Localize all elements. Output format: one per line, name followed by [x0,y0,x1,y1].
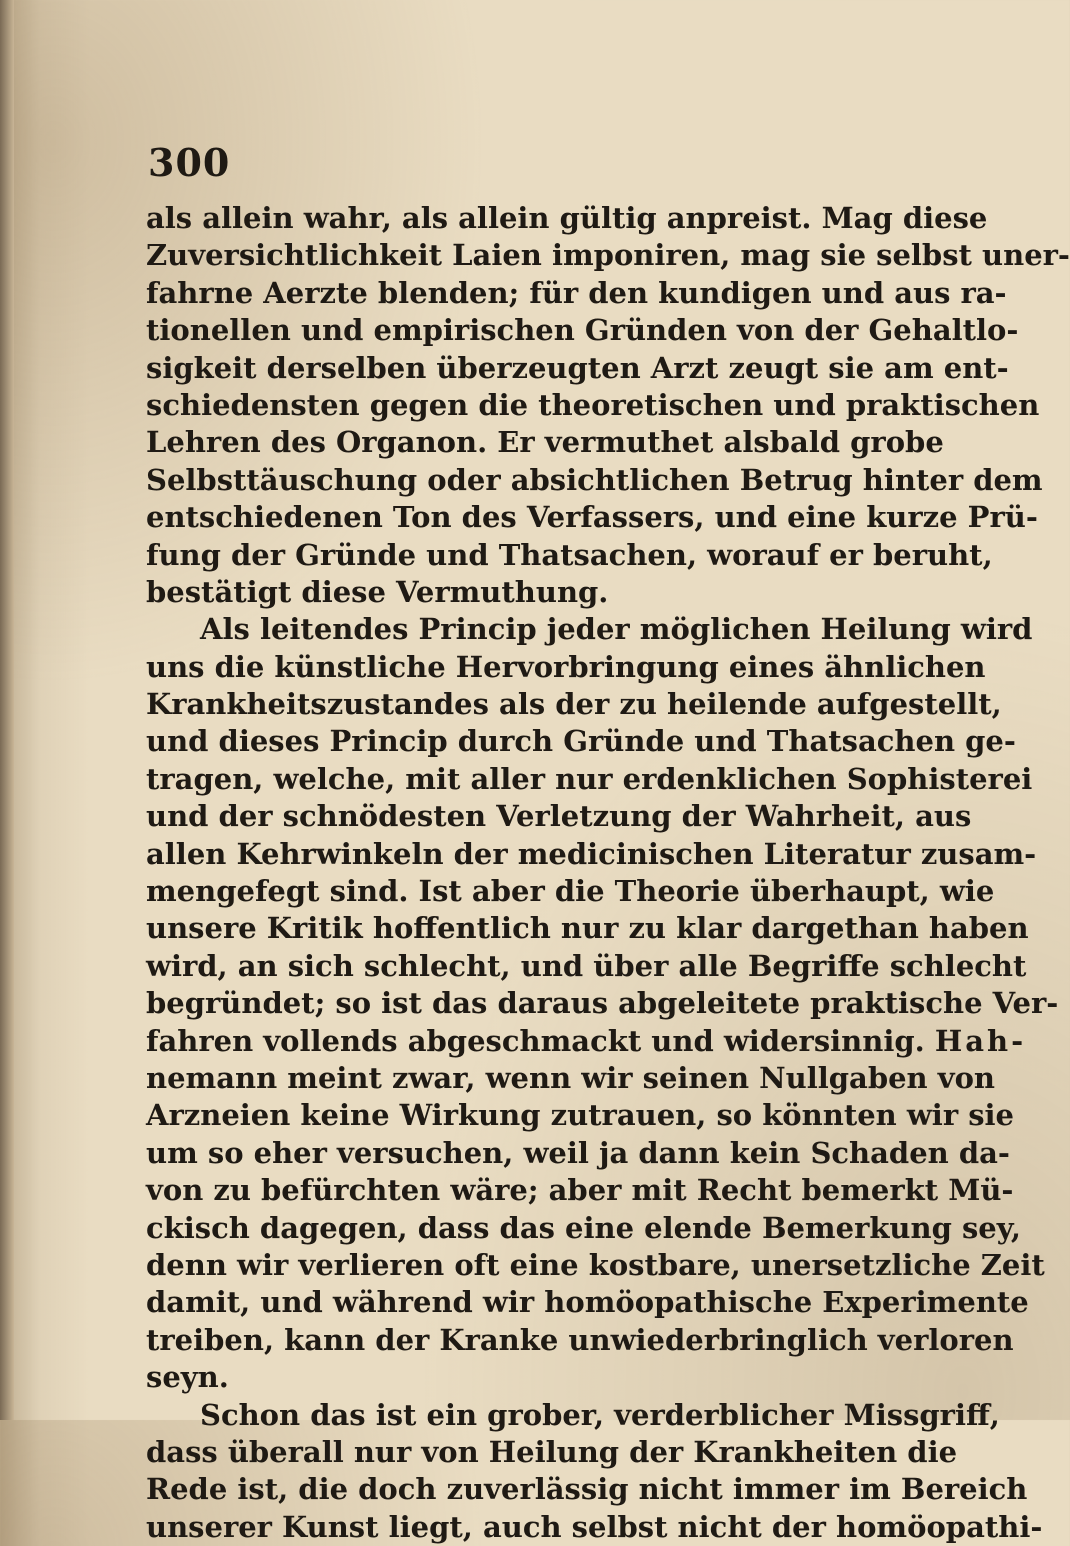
author-name-spaced: Hah- [934,1023,1027,1058]
text-line: uns die künstliche Hervorbringung eines ähnlichen [146,649,986,684]
text-line: Krankheitszustandes als der zu heilende aufgestellt, [146,687,1002,722]
text-line: wird, an sich schlecht, und über alle Begriffe schlecht [146,948,1027,983]
text-line: dass überall nur von Heilung der Krankheiten die [146,1434,958,1469]
text-line: und dieses Princip durch Gründe und Thatsachen ge- [146,724,1016,759]
page-edge [0,0,14,1420]
text-line: unsere Kritik hoffentlich nur zu klar dargethan haben [146,911,1029,946]
text-line: Rede ist, die doch zuverlässig nicht immer im Bereich [146,1472,1028,1507]
text-line: um so eher versuchen, weil ja dann kein Schaden da- [146,1135,1010,1170]
text-line: schiedensten gegen die theoretischen und praktischen [146,387,1040,422]
text-line: Lehren des Organon. Er vermuthet alsbald grobe [146,425,944,460]
page-number: 300 [148,140,231,185]
text-line: damit, und während wir homöopathische Experimente [146,1285,1029,1320]
text-line: seyn. [146,1360,229,1395]
text-line: treiben, kann der Kranke unwiederbringlich verloren [146,1322,1014,1357]
text-segment: fahren vollends abgeschmackt und widersinnig. [146,1023,925,1058]
text-line: Als leitendes Princip jeder möglichen Heilung wird [200,612,1033,647]
text-line: begründet; so ist das daraus abgeleitete praktische Ver- [146,986,1059,1021]
text-line: fahrne Aerzte blenden; für den kundigen und aus ra- [146,275,1007,310]
text-line: ckisch dagegen, dass das eine elende Bemerkung sey, [146,1210,1021,1245]
text-line: Arzneien keine Wirkung zutrauen, so könnten wir sie [146,1098,1014,1133]
text-line: entschiedenen Ton des Verfassers, und eine kurze Prü- [146,500,1038,535]
text-line: bestätigt diese Vermuthung. [146,574,609,609]
text-line: tionellen und empirischen Gründen von der Gehaltlo- [146,313,1019,348]
text-line: Zuversichtlichkeit Laien imponiren, mag sie selbst uner- [146,238,1070,273]
text-line: von zu befürchten wäre; aber mit Recht bemerkt Mü- [146,1173,1014,1208]
text-line: tragen, welche, mit aller nur erdenklichen Sophisterei [146,761,1033,796]
text-line: fung der Gründe und Thatsachen, worauf er beruht, [146,537,993,572]
body-text [146,200,1070,1546]
text-line: Schon das ist ein grober, verderblicher Missgriff, [200,1397,1000,1432]
text-line: mengefegt sind. Ist aber die Theorie überhaupt, wie [146,874,995,909]
text-line: allen Kehrwinkeln der medicinischen Literatur zusam- [146,836,1037,871]
text-line: und der schnödesten Verletzung der Wahrheit, aus [146,799,972,834]
text-line: nemann meint zwar, wenn wir seinen Nullgaben von [146,1060,996,1095]
text-line: denn wir verlieren oft eine kostbare, unersetzliche Zeit [146,1247,1045,1282]
text-line: sigkeit derselben überzeugten Arzt zeugt sie am ent- [146,350,1009,385]
text-line: Selbsttäuschung oder absichtlichen Betrug hinter dem [146,462,1043,497]
text-line-with-name [146,1023,1027,1060]
text-line: unserer Kunst liegt, auch selbst nicht der homöopathi- [146,1509,1043,1544]
text-line: als allein wahr, als allein gültig anpreist. Mag diese [146,201,988,235]
